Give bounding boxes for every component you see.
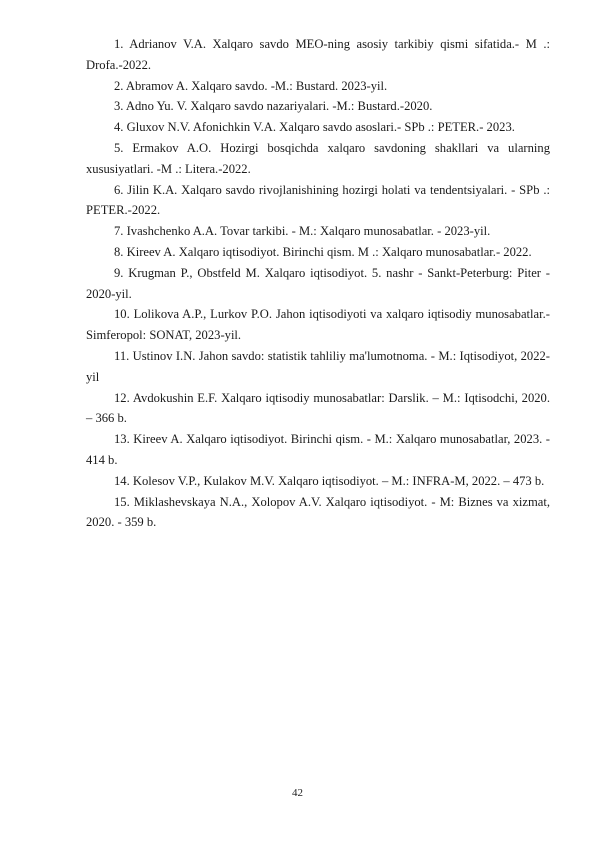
reference-item: 1. Adrianov V.A. Xalqaro savdo MEO-ning asosiy tarkibiy qismi sifatida.- M .: Drofa.-2022. — [86, 37, 550, 72]
page-number: 42 — [292, 787, 303, 799]
reference-item: 6. Jilin K.A. Xalqaro savdo rivojlanishining hozirgi holati va tendentsiyalari. - SPb .: PETER.-2022. — [86, 182, 550, 218]
reference-item: 3. Adno Yu. V. Xalqaro savdo nazariyalari. -M.: Bustard.-2020. — [114, 99, 433, 114]
reference-item: 5. Ermakov A.O. Hozirgi bosqichda xalqaro savdoning shakllari va ularning xususiyatlari. -M .: Litera.-2022. — [86, 140, 550, 176]
reference-item: 12. Avdokushin E.F. Xalqaro iqtisodiy munosabatlar: Darslik. – M.: Iqtisodchi, 2020. – 366 b. — [86, 390, 550, 426]
reference-list — [86, 34, 550, 533]
reference-item: 8. Kireev A. Xalqaro iqtisodiyot. Birinchi qism. M .: Xalqaro munosabatlar.- 2022. — [114, 244, 532, 259]
reference-item: 7. Ivashchenko A.A. Tovar tarkibi. - M.: Xalqaro munosabatlar. - 2023-yil. — [114, 224, 491, 239]
reference-item: 2. Abramov A. Xalqaro savdo. -M.: Bustard. 2023-yil. — [114, 78, 388, 93]
reference-item: 13. Kireev A. Xalqaro iqtisodiyot. Birinchi qism. - M.: Xalqaro munosabatlar, 2023. - 414 b. — [86, 432, 550, 467]
reference-item: 9. Krugman P., Obstfeld M. Xalqaro iqtisodiyot. 5. nashr - Sankt-Peterburg: Piter - 2020-yil. — [86, 265, 550, 301]
reference-item: 4. Gluxov N.V. Afonichkin V.A. Xalqaro savdo asoslari.- SPb .: PETER.- 2023. — [114, 120, 515, 135]
reference-item: 11. Ustinov I.N. Jahon savdo: statistik tahliliy ma'lumotnoma. - M.: Iqtisodiyot, 2022-yil — [86, 348, 550, 384]
reference-item: 14. Kolesov V.P., Kulakov M.V. Xalqaro iqtisodiyot. – M.: INFRA-M, 2022. – 473 b. — [114, 473, 545, 488]
reference-item: 15. Miklashevskaya N.A., Xolopov A.V. Xalqaro iqtisodiyot. - M: Biznes va xizmat, 2020. - 359 b. — [86, 494, 550, 530]
reference-item: 10. Lolikova A.P., Lurkov P.O. Jahon iqtisodiyoti va xalqaro iqtisodiy munosabatlar.- Simferopol: SONAT, 2023-yil. — [86, 307, 550, 343]
